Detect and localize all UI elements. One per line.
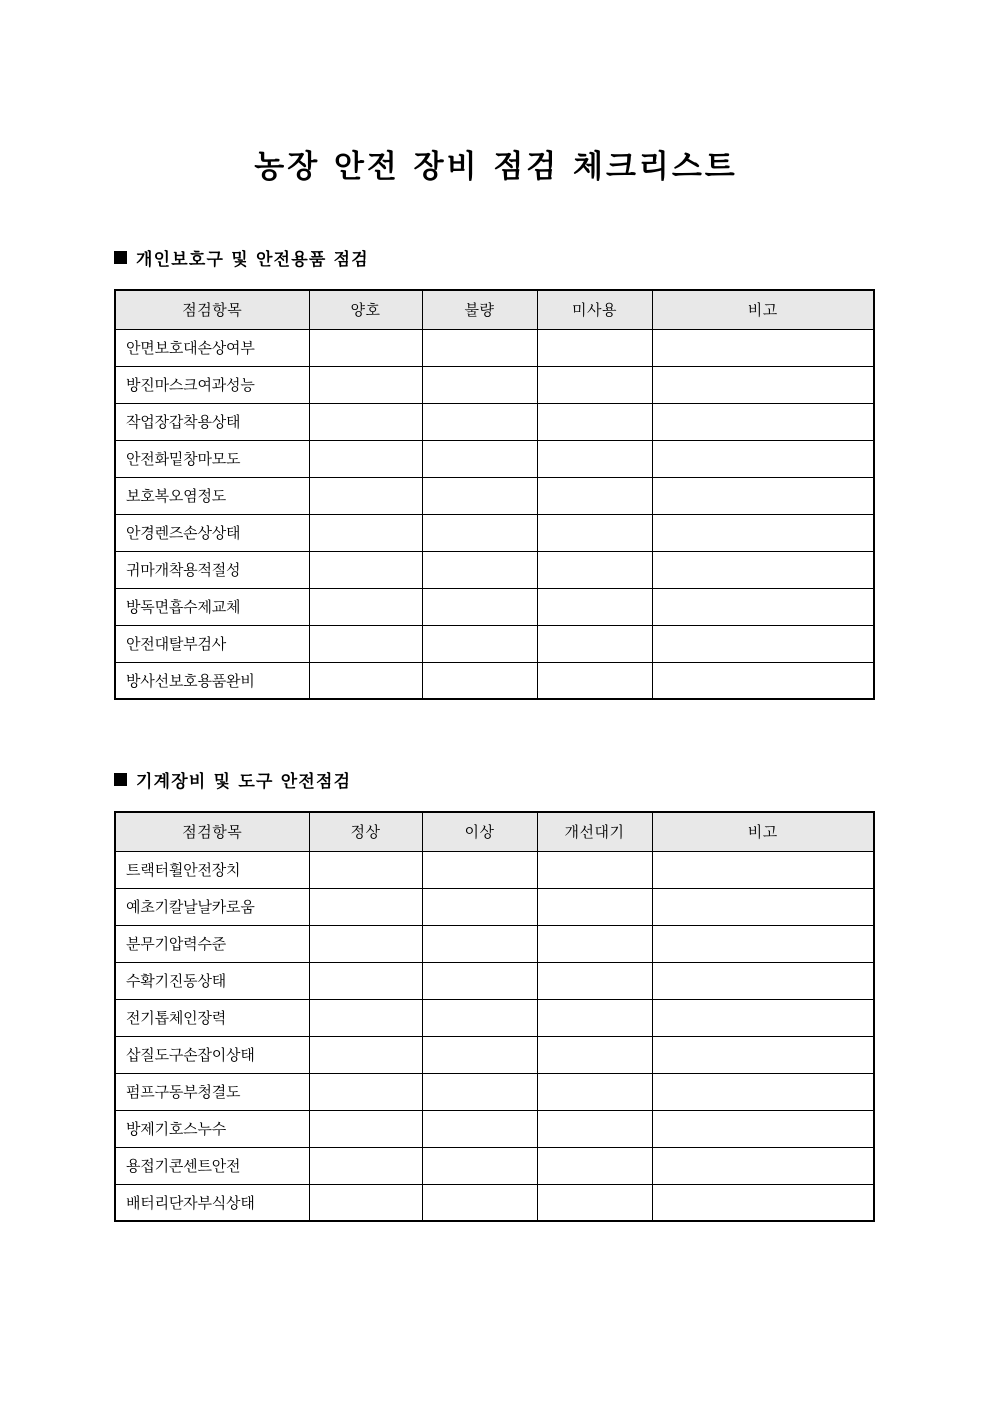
- cell-check-3[interactable]: [537, 1036, 652, 1073]
- cell-check-2[interactable]: [422, 329, 537, 366]
- column-header-item: 점검항목: [115, 290, 309, 329]
- cell-check-1[interactable]: [309, 999, 422, 1036]
- square-bullet-icon: [114, 251, 127, 264]
- column-header-good: 양호: [309, 290, 422, 329]
- checklist-table-machinery-and-tools: [114, 811, 875, 1222]
- cell-check-3[interactable]: [537, 588, 652, 625]
- cell-note[interactable]: [652, 514, 874, 551]
- cell-note[interactable]: [652, 625, 874, 662]
- cell-check-2[interactable]: [422, 366, 537, 403]
- table-row: [115, 925, 874, 962]
- cell-check-2[interactable]: [422, 925, 537, 962]
- cell-check-3[interactable]: [537, 403, 652, 440]
- cell-note[interactable]: [652, 477, 874, 514]
- section-heading-personal-protective-equipment: [114, 250, 369, 270]
- cell-check-1[interactable]: [309, 962, 422, 999]
- cell-note[interactable]: [652, 851, 874, 888]
- cell-check-3[interactable]: [537, 1110, 652, 1147]
- section-heading-label: 기계장비 및 도구 안전점검: [136, 772, 352, 792]
- cell-check-2[interactable]: [422, 1036, 537, 1073]
- cell-check-2[interactable]: [422, 662, 537, 699]
- cell-note[interactable]: [652, 366, 874, 403]
- cell-check-3[interactable]: [537, 888, 652, 925]
- cell-check-2[interactable]: [422, 1184, 537, 1221]
- cell-check-1[interactable]: [309, 662, 422, 699]
- cell-check-3[interactable]: [537, 366, 652, 403]
- cell-item: 전기톱체인장력: [115, 999, 309, 1036]
- cell-check-1[interactable]: [309, 1110, 422, 1147]
- column-header-note: 비고: [652, 290, 874, 329]
- cell-check-3[interactable]: [537, 477, 652, 514]
- column-header-abnormal: 이상: [422, 812, 537, 851]
- cell-item: 안경렌즈손상상태: [115, 514, 309, 551]
- cell-check-3[interactable]: [537, 662, 652, 699]
- cell-check-1[interactable]: [309, 588, 422, 625]
- cell-item: 방진마스크여과성능: [115, 366, 309, 403]
- cell-item: 방제기호스누수: [115, 1110, 309, 1147]
- cell-check-2[interactable]: [422, 1073, 537, 1110]
- cell-note[interactable]: [652, 1036, 874, 1073]
- cell-check-2[interactable]: [422, 440, 537, 477]
- cell-check-2[interactable]: [422, 962, 537, 999]
- cell-item: 삽질도구손잡이상태: [115, 1036, 309, 1073]
- column-header-note: 비고: [652, 812, 874, 851]
- table-row: [115, 851, 874, 888]
- square-bullet-icon: [114, 773, 127, 786]
- cell-item: 배터리단자부식상태: [115, 1184, 309, 1221]
- section-heading-label: 개인보호구 및 안전용품 점검: [136, 250, 369, 270]
- cell-check-3[interactable]: [537, 440, 652, 477]
- cell-check-2[interactable]: [422, 888, 537, 925]
- table-row: [115, 999, 874, 1036]
- cell-check-3[interactable]: [537, 329, 652, 366]
- cell-note[interactable]: [652, 551, 874, 588]
- cell-check-1[interactable]: [309, 1073, 422, 1110]
- cell-check-2[interactable]: [422, 999, 537, 1036]
- table-body: [115, 851, 874, 1221]
- table-header: [115, 812, 874, 851]
- cell-check-1[interactable]: [309, 329, 422, 366]
- cell-check-3[interactable]: [537, 514, 652, 551]
- cell-check-2[interactable]: [422, 588, 537, 625]
- cell-check-3[interactable]: [537, 925, 652, 962]
- cell-check-1[interactable]: [309, 477, 422, 514]
- table-row: [115, 366, 874, 403]
- table-row: [115, 551, 874, 588]
- table-row: [115, 662, 874, 699]
- table-row: [115, 1036, 874, 1073]
- cell-check-3[interactable]: [537, 1147, 652, 1184]
- table-row: [115, 1147, 874, 1184]
- cell-check-1[interactable]: [309, 514, 422, 551]
- table-row: [115, 1073, 874, 1110]
- table-row: [115, 1184, 874, 1221]
- cell-check-1[interactable]: [309, 403, 422, 440]
- table-row: [115, 440, 874, 477]
- cell-check-2[interactable]: [422, 1147, 537, 1184]
- cell-check-2[interactable]: [422, 851, 537, 888]
- cell-check-1[interactable]: [309, 551, 422, 588]
- cell-check-3[interactable]: [537, 999, 652, 1036]
- cell-check-3[interactable]: [537, 551, 652, 588]
- cell-note[interactable]: [652, 1073, 874, 1110]
- table-body: [115, 329, 874, 699]
- table-row: [115, 514, 874, 551]
- cell-check-3[interactable]: [537, 962, 652, 999]
- cell-check-3[interactable]: [537, 1073, 652, 1110]
- cell-item: 펌프구동부청결도: [115, 1073, 309, 1110]
- cell-check-1[interactable]: [309, 925, 422, 962]
- table-row: [115, 588, 874, 625]
- cell-item: 방사선보호용품완비: [115, 662, 309, 699]
- column-header-normal: 정상: [309, 812, 422, 851]
- cell-check-1[interactable]: [309, 1147, 422, 1184]
- table-header-row: [115, 812, 874, 851]
- cell-note[interactable]: [652, 662, 874, 699]
- cell-item: 방독면흡수제교체: [115, 588, 309, 625]
- cell-check-2[interactable]: [422, 1110, 537, 1147]
- table-row: [115, 1110, 874, 1147]
- column-header-unused: 미사용: [537, 290, 652, 329]
- cell-item: 분무기압력수준: [115, 925, 309, 962]
- cell-item: 안전화밑창마모도: [115, 440, 309, 477]
- cell-item: 용접기콘센트안전: [115, 1147, 309, 1184]
- cell-check-1[interactable]: [309, 851, 422, 888]
- cell-note[interactable]: [652, 999, 874, 1036]
- cell-note[interactable]: [652, 1184, 874, 1221]
- cell-item: 안전대탈부검사: [115, 625, 309, 662]
- cell-item: 보호복오염정도: [115, 477, 309, 514]
- cell-item: 예초기칼날날카로움: [115, 888, 309, 925]
- cell-item: 귀마개착용적절성: [115, 551, 309, 588]
- cell-note[interactable]: [652, 588, 874, 625]
- cell-item: 안면보호대손상여부: [115, 329, 309, 366]
- table-row: [115, 329, 874, 366]
- table-header: [115, 290, 874, 329]
- table-row: [115, 477, 874, 514]
- cell-check-2[interactable]: [422, 514, 537, 551]
- cell-note[interactable]: [652, 925, 874, 962]
- table-row: [115, 625, 874, 662]
- cell-check-2[interactable]: [422, 403, 537, 440]
- checklist-table-personal-protective-equipment: [114, 289, 875, 700]
- cell-note[interactable]: [652, 1147, 874, 1184]
- cell-check-3[interactable]: [537, 851, 652, 888]
- cell-note[interactable]: [652, 888, 874, 925]
- cell-check-1[interactable]: [309, 888, 422, 925]
- cell-note[interactable]: [652, 1110, 874, 1147]
- cell-item: 트랙터휠안전장치: [115, 851, 309, 888]
- cell-item: 수확기진동상태: [115, 962, 309, 999]
- column-header-bad: 불량: [422, 290, 537, 329]
- cell-note[interactable]: [652, 403, 874, 440]
- cell-check-1[interactable]: [309, 440, 422, 477]
- column-header-item: 점검항목: [115, 812, 309, 851]
- cell-check-3[interactable]: [537, 1184, 652, 1221]
- cell-check-2[interactable]: [422, 625, 537, 662]
- table-header-row: [115, 290, 874, 329]
- table-row: [115, 962, 874, 999]
- cell-item: 작업장갑착용상태: [115, 403, 309, 440]
- cell-check-3[interactable]: [537, 625, 652, 662]
- cell-note[interactable]: [652, 962, 874, 999]
- cell-note[interactable]: [652, 440, 874, 477]
- cell-check-1[interactable]: [309, 625, 422, 662]
- cell-check-1[interactable]: [309, 1036, 422, 1073]
- table-row: [115, 888, 874, 925]
- cell-check-1[interactable]: [309, 1184, 422, 1221]
- cell-check-2[interactable]: [422, 551, 537, 588]
- cell-check-2[interactable]: [422, 477, 537, 514]
- column-header-pending: 개선대기: [537, 812, 652, 851]
- page-title: 농장 안전 장비 점검 체크리스트: [254, 148, 738, 185]
- section-heading-machinery-and-tools: [114, 772, 351, 792]
- cell-note[interactable]: [652, 329, 874, 366]
- cell-check-1[interactable]: [309, 366, 422, 403]
- table-row: [115, 403, 874, 440]
